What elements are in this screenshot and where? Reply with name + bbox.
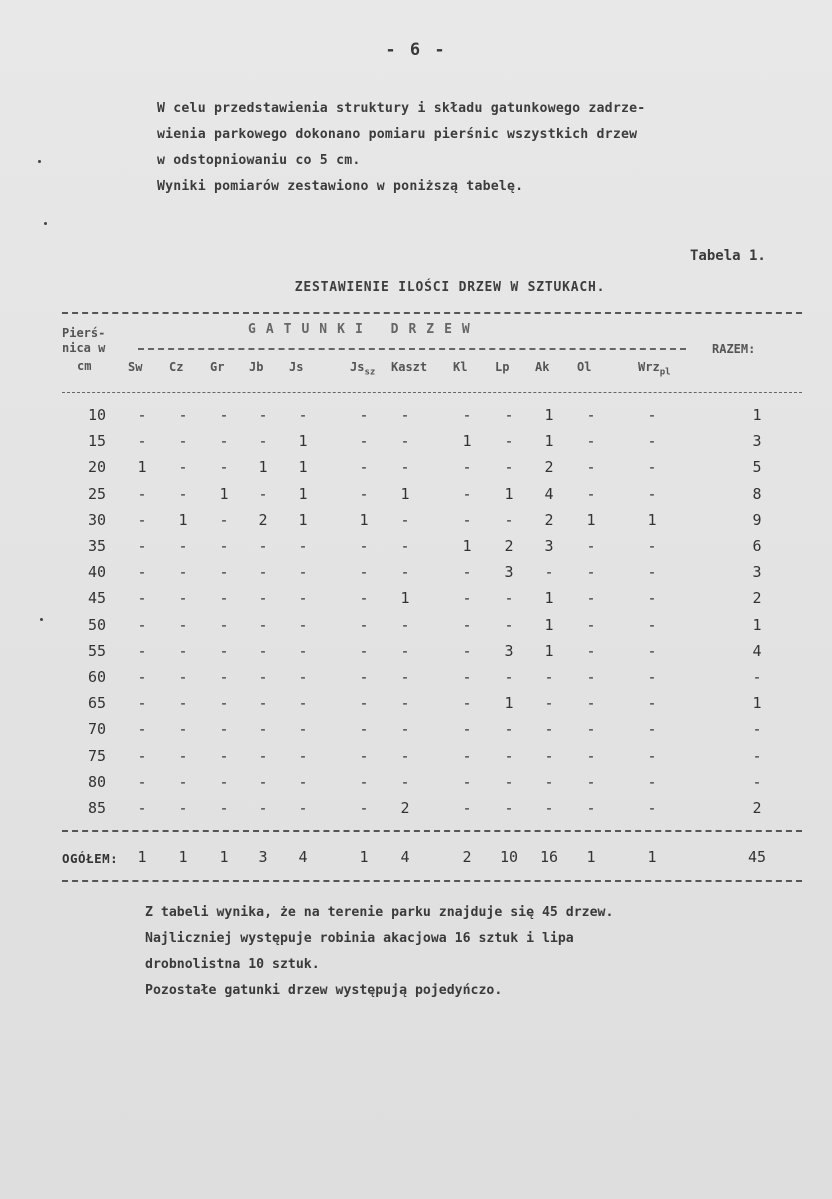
count-cell: - (359, 799, 369, 817)
intro-line: w odstopniowaniu co 5 cm. (157, 153, 361, 168)
count-cell: - (219, 406, 229, 424)
count-cell: - (258, 563, 268, 582)
count-cell: - (586, 720, 596, 739)
count-cell: - (178, 799, 188, 817)
summary-cell: 1 (178, 848, 188, 866)
count-cell: - (219, 668, 229, 686)
summary-cell: 1 (586, 848, 596, 866)
total-header: RAZEM: (712, 342, 756, 356)
count-cell: - (219, 720, 229, 739)
count-cell: - (298, 537, 308, 555)
count-cell: - (298, 746, 308, 765)
count-cell: 1 (504, 694, 514, 713)
count-cell: - (647, 799, 657, 817)
count-cell: - (178, 406, 188, 424)
diameter-cell: 30 (87, 510, 106, 529)
count-cell: - (298, 563, 308, 582)
diameter-cell: 45 (87, 589, 106, 608)
count-cell: - (400, 720, 410, 739)
count-cell: - (219, 799, 229, 817)
count-cell: - (298, 615, 308, 634)
count-cell: - (359, 720, 369, 739)
page-number: - 6 - (385, 40, 447, 60)
count-cell: - (137, 406, 147, 424)
count-cell: - (178, 746, 188, 765)
count-cell: - (298, 406, 308, 424)
count-cell: - (258, 484, 268, 503)
count-cell: - (137, 537, 147, 555)
count-cell: - (298, 799, 308, 817)
summary-cell: 1 (219, 848, 229, 866)
count-cell: - (504, 458, 514, 477)
count-cell: 1 (400, 589, 410, 608)
summary-cell: 3 (258, 848, 268, 866)
count-cell: - (462, 641, 472, 660)
row-total-cell: 3 (752, 432, 762, 451)
closing-line: Najliczniej występuje robinia akacjowa 16 sztuk i lipa (145, 931, 574, 946)
diameter-cell: 85 (87, 799, 106, 817)
count-cell: 1 (544, 589, 554, 608)
summary-label: OGÓŁEM: (62, 851, 119, 866)
count-cell: - (137, 589, 147, 608)
row-total-cell: 1 (752, 406, 762, 424)
closing-paragraph (145, 900, 805, 1004)
species-header: $Js_{sz}$ (350, 360, 376, 378)
count-cell: - (359, 563, 369, 582)
row-total-cell: 9 (752, 510, 762, 529)
count-cell: - (647, 432, 657, 451)
count-cell: - (359, 432, 369, 451)
count-cell: - (504, 510, 514, 529)
row-total-cell: 2 (752, 589, 762, 608)
count-cell: 1 (298, 484, 308, 503)
count-cell: 1 (219, 484, 229, 503)
count-cell: - (400, 537, 410, 555)
count-cell: - (298, 720, 308, 739)
count-cell: - (544, 694, 554, 713)
intro-paragraph (157, 96, 797, 200)
count-cell: - (544, 799, 554, 817)
summary-cell: 10 (499, 848, 519, 866)
count-cell: - (647, 537, 657, 555)
summary-rule-top (62, 830, 802, 832)
count-cell: 3 (504, 563, 514, 582)
count-cell: - (137, 720, 147, 739)
count-cell: - (504, 772, 514, 791)
intro-line: W celu przedstawienia struktury i składu gatunkowego zadrze- (157, 101, 646, 116)
count-cell: - (586, 668, 596, 686)
count-cell: - (219, 615, 229, 634)
count-cell: - (400, 510, 410, 529)
count-cell: - (586, 799, 596, 817)
count-cell: - (462, 589, 472, 608)
count-cell: - (258, 641, 268, 660)
diameter-cell: 65 (87, 694, 106, 713)
count-cell: - (258, 746, 268, 765)
count-cell: - (504, 799, 514, 817)
count-cell: - (178, 589, 188, 608)
count-cell: - (137, 772, 147, 791)
count-cell: - (258, 432, 268, 451)
count-cell: 1 (178, 510, 188, 529)
table-title: ZESTAWIENIE ILOŚCI DRZEW W SZTUKACH. (294, 280, 606, 295)
count-cell: - (504, 589, 514, 608)
count-cell: - (400, 458, 410, 477)
count-cell: - (258, 772, 268, 791)
count-cell: - (544, 772, 554, 791)
count-cell: - (647, 694, 657, 713)
count-cell: - (137, 563, 147, 582)
count-cell: - (647, 406, 657, 424)
count-cell: - (586, 589, 596, 608)
count-cell: 1 (544, 615, 554, 634)
count-cell: 1 (544, 641, 554, 660)
count-cell: 1 (586, 510, 596, 529)
species-header: Lp (495, 360, 510, 374)
count-cell: - (359, 668, 369, 686)
species-header: Wrz$_{pl}$ (638, 360, 671, 378)
count-cell: - (359, 537, 369, 555)
diameter-cell: 70 (87, 720, 106, 739)
count-cell: - (586, 563, 596, 582)
count-cell: - (219, 432, 229, 451)
diameter-cell: 20 (87, 458, 106, 477)
count-cell: - (462, 668, 472, 686)
count-cell: - (258, 720, 268, 739)
row-total-cell: - (752, 720, 762, 739)
row-total-cell: - (752, 746, 762, 765)
species-header: Ol (577, 360, 592, 374)
count-cell: - (462, 406, 472, 424)
summary-cell: 16 (539, 848, 559, 866)
count-cell: - (462, 694, 472, 713)
count-cell: - (298, 589, 308, 608)
count-cell: - (359, 484, 369, 503)
count-cell: - (544, 720, 554, 739)
count-cell: - (219, 563, 229, 582)
count-cell: 2 (400, 799, 410, 817)
species-group-rule (138, 348, 686, 350)
diameter-cell: 75 (87, 746, 106, 765)
count-cell: - (462, 510, 472, 529)
count-cell: 3 (544, 537, 554, 555)
count-cell: - (544, 746, 554, 765)
row-total-cell: 3 (752, 563, 762, 582)
count-cell: - (586, 694, 596, 713)
count-cell: - (359, 406, 369, 424)
count-cell: - (647, 615, 657, 634)
count-cell: 1 (258, 458, 268, 477)
count-cell: 3 (504, 641, 514, 660)
count-cell: - (219, 589, 229, 608)
count-cell: - (178, 641, 188, 660)
count-cell: - (544, 563, 554, 582)
count-cell: - (298, 668, 308, 686)
intro-line: wienia parkowego dokonano pomiaru pierśnic wszystkich drzew (157, 127, 638, 142)
count-cell: - (219, 510, 229, 529)
summary-cell: 2 (462, 848, 472, 866)
summary-cell: 4 (400, 848, 410, 866)
diameter-cell: 40 (87, 563, 106, 582)
count-cell: 1 (462, 537, 472, 555)
grand-total-cell: 45 (747, 848, 767, 866)
closing-line: drobnolistna 10 sztuk. (145, 957, 320, 972)
row-total-cell: 1 (752, 694, 762, 713)
count-cell: - (137, 799, 147, 817)
count-cell: - (462, 563, 472, 582)
count-cell: - (586, 406, 596, 424)
count-cell: - (258, 799, 268, 817)
summary-cell: 1 (647, 848, 657, 866)
count-cell: 2 (544, 458, 554, 477)
count-cell: - (586, 458, 596, 477)
count-cell: - (178, 563, 188, 582)
count-cell: 1 (462, 432, 472, 451)
count-cell: - (647, 720, 657, 739)
count-cell: - (400, 641, 410, 660)
summary-rule-bottom (62, 880, 802, 882)
count-cell: - (359, 589, 369, 608)
count-cell: 1 (504, 484, 514, 503)
count-cell: - (504, 432, 514, 451)
closing-line: Pozostałe gatunki drzew występują pojedyńczo. (145, 983, 503, 998)
count-cell: - (137, 510, 147, 529)
count-cell: - (462, 615, 472, 634)
count-cell: - (647, 668, 657, 686)
count-cell: 1 (137, 458, 147, 477)
count-cell: - (647, 589, 657, 608)
count-cell: - (359, 458, 369, 477)
count-cell: - (647, 641, 657, 660)
count-cell: - (586, 772, 596, 791)
count-cell: - (137, 668, 147, 686)
count-cell: - (647, 772, 657, 791)
count-cell: - (462, 799, 472, 817)
count-cell: 1 (544, 406, 554, 424)
species-header: Js (289, 360, 304, 374)
count-cell: - (647, 458, 657, 477)
margin-speck (40, 618, 43, 621)
count-cell: 4 (544, 484, 554, 503)
diameter-cell: 10 (87, 406, 106, 424)
count-cell: - (178, 458, 188, 477)
row-total-cell: 6 (752, 537, 762, 555)
count-cell: - (586, 484, 596, 503)
summary-cell: 4 (298, 848, 308, 866)
count-cell: 2 (258, 510, 268, 529)
count-cell: - (586, 432, 596, 451)
count-cell: - (462, 772, 472, 791)
diameter-header-line2: nica w (62, 341, 106, 355)
count-cell: - (586, 641, 596, 660)
diameter-cell: 55 (87, 641, 106, 660)
count-cell: - (178, 668, 188, 686)
count-cell: 1 (400, 484, 410, 503)
count-cell: - (137, 432, 147, 451)
count-cell: - (504, 406, 514, 424)
count-cell: - (258, 615, 268, 634)
count-cell: - (400, 772, 410, 791)
diameter-cell: 60 (87, 668, 106, 686)
count-cell: - (298, 641, 308, 660)
count-cell: - (219, 458, 229, 477)
species-header: Jb (249, 360, 264, 374)
count-cell: - (258, 589, 268, 608)
count-cell: - (137, 615, 147, 634)
count-cell: - (544, 668, 554, 686)
count-cell: - (400, 615, 410, 634)
margin-speck (44, 222, 47, 225)
count-cell: - (178, 720, 188, 739)
count-cell: - (462, 746, 472, 765)
diameter-cell: 80 (87, 772, 106, 791)
count-cell: - (258, 668, 268, 686)
count-cell: - (586, 746, 596, 765)
count-cell: - (178, 772, 188, 791)
row-total-cell: 4 (752, 641, 762, 660)
count-cell: - (219, 772, 229, 791)
count-cell: - (400, 406, 410, 424)
diameter-header-line3: cm (77, 359, 92, 373)
count-cell: 2 (504, 537, 514, 555)
count-cell: - (647, 563, 657, 582)
row-total-cell: - (752, 668, 762, 686)
count-cell: 2 (544, 510, 554, 529)
count-cell: 1 (647, 510, 657, 529)
count-cell: - (219, 641, 229, 660)
count-cell: - (137, 694, 147, 713)
diameter-cell: 25 (87, 484, 106, 503)
diameter-header-line1: Pierś- (62, 326, 106, 340)
species-header: Sw (128, 360, 143, 374)
count-cell: - (504, 668, 514, 686)
closing-line: Z tabeli wynika, że na terenie parku znajduje się 45 drzew. (145, 905, 614, 920)
count-cell: - (647, 484, 657, 503)
count-cell: - (400, 668, 410, 686)
count-cell: - (400, 694, 410, 713)
count-cell: 1 (298, 510, 308, 529)
count-cell: - (359, 615, 369, 634)
count-cell: - (258, 537, 268, 555)
header-rule (62, 392, 802, 393)
count-cell: - (219, 746, 229, 765)
count-cell: - (504, 720, 514, 739)
species-group-title: GATUNKI DRZEW (248, 322, 480, 337)
species-header: Kl (453, 360, 468, 374)
row-total-cell: - (752, 772, 762, 791)
count-cell: - (258, 694, 268, 713)
count-cell: - (178, 484, 188, 503)
intro-line: Wyniki pomiarów zestawiono w poniższą tabelę. (157, 179, 524, 194)
count-cell: - (219, 537, 229, 555)
row-total-cell: 1 (752, 615, 762, 634)
row-total-cell: 8 (752, 484, 762, 503)
count-cell: - (586, 615, 596, 634)
count-cell: - (359, 772, 369, 791)
count-cell: - (219, 694, 229, 713)
count-cell: 1 (298, 432, 308, 451)
count-cell: - (359, 746, 369, 765)
margin-speck (38, 160, 41, 163)
count-cell: - (359, 694, 369, 713)
count-cell: - (400, 432, 410, 451)
count-cell: - (178, 432, 188, 451)
count-cell: - (359, 641, 369, 660)
count-cell: - (647, 746, 657, 765)
summary-cell: 1 (137, 848, 147, 866)
species-header: Kaszt (391, 360, 428, 374)
count-cell: 1 (298, 458, 308, 477)
species-header: Cz (169, 360, 184, 374)
count-cell: - (298, 694, 308, 713)
count-cell: - (178, 615, 188, 634)
count-cell: - (400, 746, 410, 765)
count-cell: 1 (359, 510, 369, 529)
row-total-cell: 5 (752, 458, 762, 477)
table-rule-top (62, 312, 802, 314)
count-cell: - (178, 694, 188, 713)
count-cell: 1 (544, 432, 554, 451)
count-cell: - (298, 772, 308, 791)
summary-cell: 1 (359, 848, 369, 866)
count-cell: - (137, 746, 147, 765)
row-total-cell: 2 (752, 799, 762, 817)
count-cell: - (137, 484, 147, 503)
species-header: Ak (535, 360, 550, 374)
count-cell: - (462, 720, 472, 739)
count-cell: - (258, 406, 268, 424)
diameter-cell: 15 (87, 432, 106, 451)
count-cell: - (178, 537, 188, 555)
species-header: Gr (210, 360, 225, 374)
table-label: Tabela 1. (690, 248, 766, 264)
count-cell: - (462, 458, 472, 477)
count-cell: - (462, 484, 472, 503)
diameter-cell: 35 (87, 537, 106, 555)
count-cell: - (137, 641, 147, 660)
count-cell: - (400, 563, 410, 582)
diameter-cell: 50 (87, 615, 106, 634)
count-cell: - (504, 746, 514, 765)
count-cell: - (504, 615, 514, 634)
count-cell: - (586, 537, 596, 555)
